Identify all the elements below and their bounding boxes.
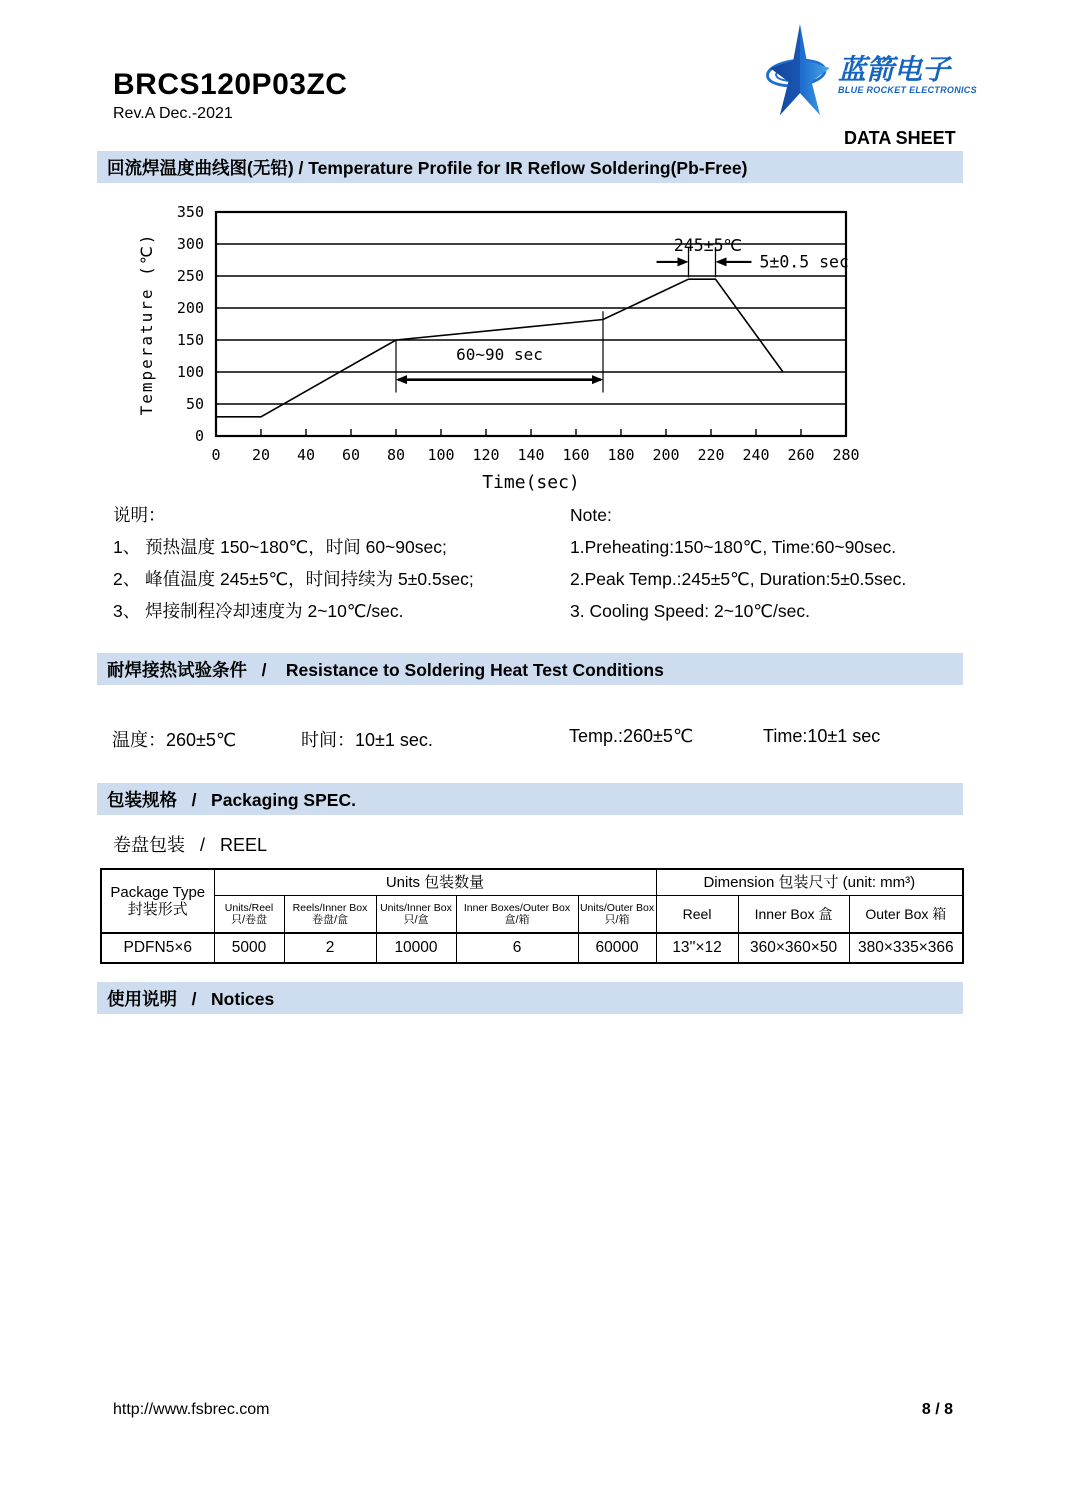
svg-text:60~90 sec: 60~90 sec xyxy=(456,344,543,364)
svg-text:40: 40 xyxy=(296,446,316,464)
heat-temp-en: Temp.:260±5℃ xyxy=(569,726,694,746)
notes-english xyxy=(570,499,965,627)
cell-reel-dim: 13''×12 xyxy=(656,933,738,963)
svg-text:160: 160 xyxy=(562,446,590,464)
svg-text:350: 350 xyxy=(176,203,204,221)
th-inner-boxes-outer-box-cn: 盒/箱 xyxy=(504,913,530,926)
notes-chinese xyxy=(113,499,570,627)
heat-time-en: Time:10±1 sec xyxy=(763,726,881,746)
footer-page-number: 8 / 8 xyxy=(921,1401,953,1418)
reflow-chart-svg xyxy=(128,196,880,492)
th-units-reel-cn: 只/卷盘 xyxy=(230,913,268,926)
svg-text:260: 260 xyxy=(787,446,815,464)
cell-units-inner-box: 10000 xyxy=(376,933,456,963)
notes-block xyxy=(113,499,965,627)
svg-text:60: 60 xyxy=(341,446,361,464)
th-reel: Reel xyxy=(656,896,738,934)
svg-text:250: 250 xyxy=(176,267,204,285)
th-reels-inner-box-cn: 卷盘/盒 xyxy=(311,913,349,926)
packaging-spec-table xyxy=(100,868,964,964)
th-outer-box: Outer Box 箱 xyxy=(849,896,963,934)
logo-cn-text: 蓝箭电子 xyxy=(838,53,951,85)
svg-text:200: 200 xyxy=(652,446,680,464)
th-package-type-en: Package Type xyxy=(110,883,206,901)
logo-en-text: BLUE ROCKET ELECTRONICS xyxy=(838,84,977,95)
svg-text:0: 0 xyxy=(211,446,221,464)
svg-text:150: 150 xyxy=(176,331,204,349)
table-row xyxy=(101,933,963,963)
th-units-reel-en: Units/Reel xyxy=(224,901,274,914)
cell-reels-inner-box: 2 xyxy=(284,933,376,963)
svg-text:Temperature (℃): Temperature (℃) xyxy=(137,232,156,416)
notes-en-title: Note: xyxy=(570,505,612,525)
cell-inner-boxes-outer-box: 6 xyxy=(456,933,578,963)
section-heat-test-header: 耐焊接热试验条件 / Resistance to Soldering Heat Test Conditions xyxy=(97,653,963,685)
svg-text:120: 120 xyxy=(472,446,500,464)
th-units-outer-box-en: Units/Outer Box xyxy=(579,901,655,914)
th-inner-boxes-outer-box-en: Inner Boxes/Outer Box xyxy=(463,901,571,914)
th-units-reel xyxy=(214,896,284,934)
notes-cn-title: 说明： xyxy=(113,505,166,525)
svg-text:200: 200 xyxy=(176,299,204,317)
th-units-inner-box xyxy=(376,896,456,934)
th-reels-inner-box-en: Reels/Inner Box xyxy=(292,901,368,914)
svg-text:140: 140 xyxy=(517,446,545,464)
svg-text:0: 0 xyxy=(194,427,204,445)
reflow-temperature-chart xyxy=(128,196,880,492)
section-notices-header: 使用说明 / Notices xyxy=(97,982,963,1014)
th-package-type-cn: 封装形式 xyxy=(127,901,188,918)
svg-text:300: 300 xyxy=(176,235,204,253)
svg-text:100: 100 xyxy=(427,446,455,464)
svg-text:100: 100 xyxy=(176,363,204,381)
reel-packaging-label: 卷盘包装 / REEL xyxy=(113,835,268,855)
cell-inner-box-dim: 360×360×50 xyxy=(738,933,849,963)
svg-text:50: 50 xyxy=(185,395,204,413)
th-inner-box: Inner Box 盒 xyxy=(738,896,849,934)
heat-time-cn: 时间：10±1 sec. xyxy=(301,730,433,750)
cell-outer-box-dim: 380×335×366 xyxy=(849,933,963,963)
notes-cn-item: 3、 焊接制程冷却速度为 2~10℃/sec. xyxy=(113,601,404,621)
notes-cn-item: 2、 峰值温度 245±5℃，时间持续为 5±0.5sec; xyxy=(113,569,474,589)
cell-units-reel: 5000 xyxy=(214,933,284,963)
notes-en-item: 3. Cooling Speed: 2~10℃/sec. xyxy=(570,601,811,621)
revision-text: Rev.A Dec.-2021 xyxy=(113,105,233,122)
svg-text:245±5℃: 245±5℃ xyxy=(673,236,743,256)
section-reflow-header: 回流焊温度曲线图(无铅) / Temperature Profile for IR Reflow Soldering(Pb-Free) xyxy=(97,151,963,183)
cell-package-type: PDFN5×6 xyxy=(101,933,214,963)
svg-text:5±0.5 sec: 5±0.5 sec xyxy=(759,252,849,272)
th-units-outer-box xyxy=(578,896,656,934)
heat-test-values xyxy=(97,726,963,756)
section-packaging-header: 包装规格 / Packaging SPEC. xyxy=(97,783,963,815)
heat-temp-cn: 温度：260±5℃ xyxy=(112,730,237,750)
svg-text:80: 80 xyxy=(386,446,406,464)
cell-units-outer-box: 60000 xyxy=(578,933,656,963)
svg-text:240: 240 xyxy=(742,446,770,464)
th-inner-boxes-outer-box xyxy=(456,896,578,934)
datasheet-label: DATA SHEET xyxy=(844,128,956,148)
th-units-group: Units 包装数量 xyxy=(214,869,656,896)
page-title: BRCS120P03ZC xyxy=(113,68,348,101)
th-units-outer-box-cn: 只/箱 xyxy=(604,913,630,926)
company-logo xyxy=(766,24,981,149)
th-dimension-group: Dimension 包装尺寸 (unit: mm³) xyxy=(656,869,963,896)
th-units-inner-box-en: Units/Inner Box xyxy=(380,901,452,914)
svg-text:180: 180 xyxy=(607,446,635,464)
th-reels-inner-box xyxy=(284,896,376,934)
footer-url-link[interactable]: http://www.fsbrec.com xyxy=(113,1401,270,1418)
notes-cn-item: 1、 预热温度 150~180℃，时间 60~90sec; xyxy=(113,537,447,557)
rocket-star-icon xyxy=(766,24,834,125)
th-units-inner-box-cn: 只/盒 xyxy=(403,913,429,926)
svg-text:220: 220 xyxy=(697,446,725,464)
notes-en-item: 1.Preheating:150~180℃, Time:60~90sec. xyxy=(570,537,897,557)
svg-text:280: 280 xyxy=(832,446,860,464)
th-package-type xyxy=(101,869,214,933)
svg-text:Time(sec): Time(sec) xyxy=(482,472,580,492)
svg-text:20: 20 xyxy=(251,446,271,464)
notes-en-item: 2.Peak Temp.:245±5℃, Duration:5±0.5sec. xyxy=(570,569,907,589)
